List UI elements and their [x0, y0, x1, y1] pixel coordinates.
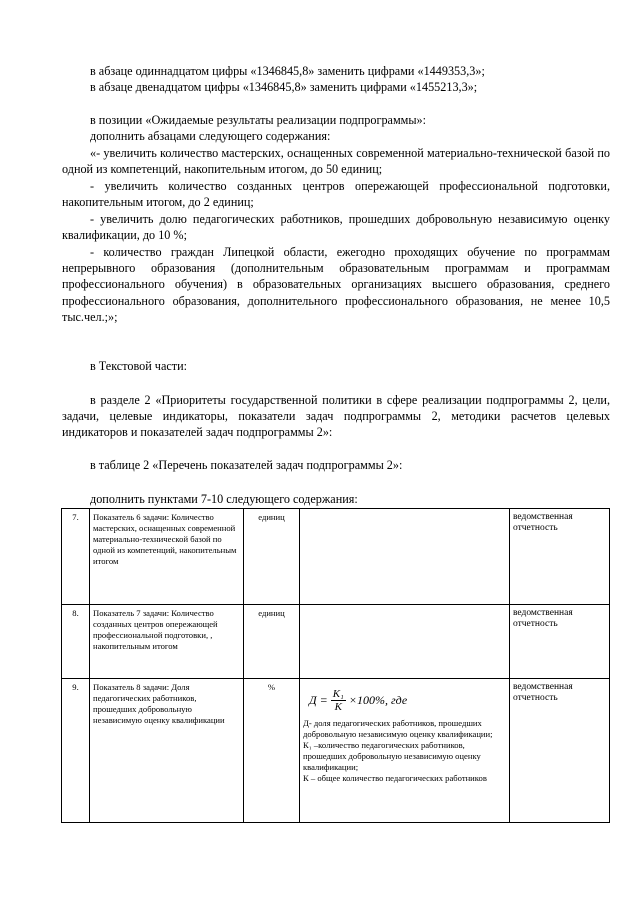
- indicator-name: Показатель 8 задачи: Доля педагогических работников, прошедших добровольную независимую оценку квалификации: [90, 679, 244, 823]
- text-line: дополнить абзацами следующего содержания:: [90, 129, 331, 144]
- unit-of-measure: единиц: [244, 605, 300, 679]
- method-line: К – общее количество педагогических работников: [303, 773, 487, 783]
- row-number: 8.: [62, 605, 90, 679]
- table-row: [62, 509, 610, 605]
- formula-denominator: К: [334, 700, 342, 713]
- method-line: К₁ –количество педагогических работников, прошедших добровольную независимую оценку квалификации;: [303, 740, 481, 772]
- paragraph-add-items: дополнить пунктами 7-10 следующего содержания:: [90, 492, 358, 506]
- paragraph-section-2: в разделе 2 «Приоритеты государственной политики в сфере реализации подпрограммы 2, цели, задачи, целевые индикаторы, показатели задач подпрограммы 2, методики расчетов целевых индикаторов и показателей задач подпрограммы 2»:: [62, 393, 610, 440]
- unit-of-measure: %: [244, 679, 300, 823]
- paragraph-text-part: в Текстовой части:: [90, 359, 187, 373]
- paragraph-list-item-2: - увеличить количество созданных центров опережающей профессиональной подготовки, накопительным итогом, до 2 единиц;: [62, 179, 610, 210]
- paragraph-list-item-4: - количество граждан Липецкой области, ежегодно проходящих обучение по программам непрерывного образования (дополнительным образовательным программам и программам профессионального обучения) в образовательных организациях высшего образования, среднего профессионального образования, дополнительного профессионального образования, не менее 10,5 тыс.чел.;»;: [62, 245, 610, 324]
- calculation-method: [300, 509, 510, 605]
- formula-numerator: К₁: [332, 687, 344, 700]
- row-number: 7.: [62, 509, 90, 605]
- paragraph-table-2: в таблице 2 «Перечень показателей задач подпрограммы 2»:: [90, 458, 403, 472]
- formula-rhs: ×100%, где: [348, 692, 408, 707]
- unit-of-measure: единиц: [244, 509, 300, 605]
- formula-fraction: [331, 688, 346, 713]
- indicator-name: Показатель 7 задачи: Количество созданных центров опережающей профессиональной подготовки, , накопительным итогом: [90, 605, 244, 679]
- data-source: ведомственная отчетность: [510, 679, 610, 823]
- method-line: Д- доля педагогических работников, прошедших добровольную независимую оценку квалификации;: [303, 718, 493, 739]
- text-line: в позиции «Ожидаемые результаты реализации подпрограммы»:: [90, 113, 427, 127]
- calculation-method: [300, 679, 510, 823]
- row-number: 9.: [62, 679, 90, 823]
- indicators-table: [61, 508, 610, 823]
- data-source: ведомственная отчетность: [510, 509, 610, 605]
- data-source: ведомственная отчетность: [510, 605, 610, 679]
- formula-lhs: Д =: [309, 692, 328, 707]
- table-row: [62, 679, 610, 823]
- indicator-name: Показатель 6 задачи: Количество мастерских, оснащенных современной материально-технической базой по одной из компетенций, накопительным итогом: [90, 509, 244, 605]
- paragraph-1: [62, 63, 610, 95]
- paragraph-list-item-3: - увеличить долю педагогических работников, прошедших добровольную независимую оценку квалификации, до 10 %;: [62, 212, 610, 243]
- text-line: в абзаце двенадцатом цифры «1346845,8» заменить цифрами «1455213,3»;: [90, 80, 478, 95]
- text-line: в абзаце одиннадцатом цифры «1346845,8» заменить цифрами «1449353,3»;: [90, 64, 485, 78]
- table-row: [62, 605, 610, 679]
- paragraph-2: [62, 112, 610, 144]
- paragraph-list-item-1: «- увеличить количество мастерских, оснащенных современной материально-технической базой по одной из компетенций, накопительным итогом, до 50 единиц;: [62, 146, 610, 177]
- calculation-method: [300, 605, 510, 679]
- formula: [309, 686, 506, 714]
